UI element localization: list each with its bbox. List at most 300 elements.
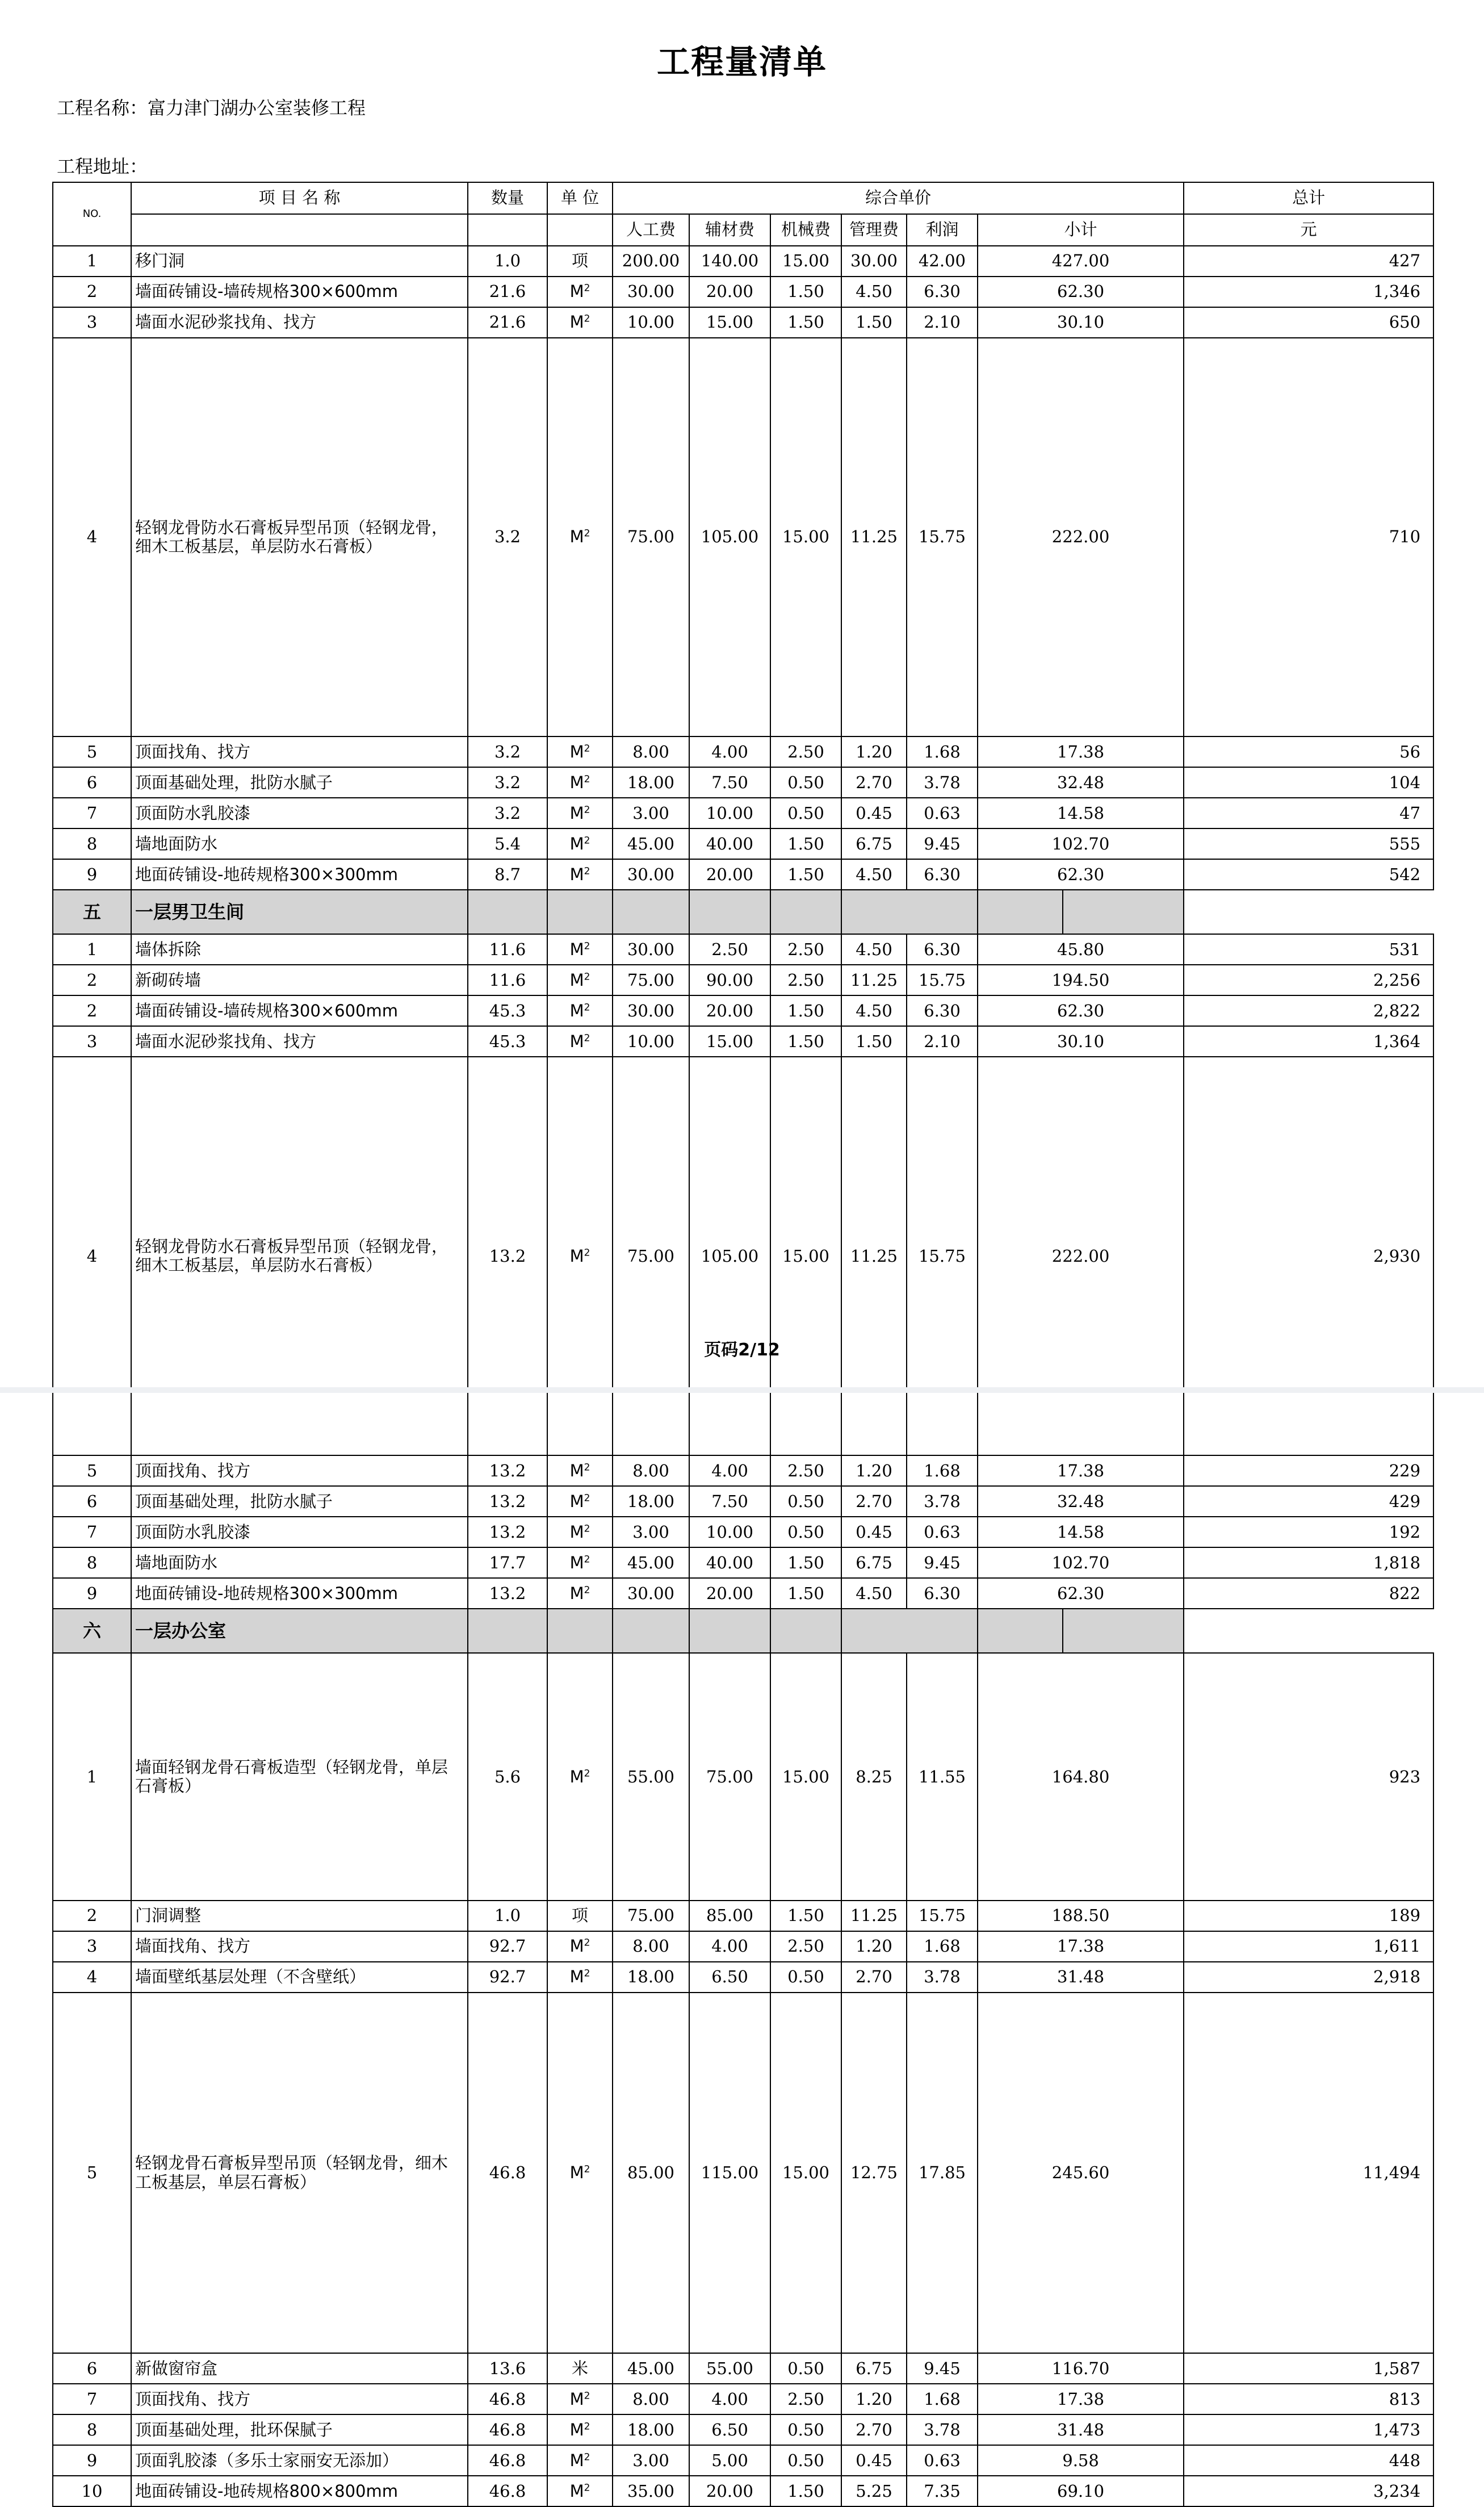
section-blank-cell	[770, 890, 841, 934]
cell-aux: 4.00	[689, 1931, 770, 1962]
section-blank-cell	[547, 1609, 613, 1653]
unit-exponent: 2	[584, 2421, 590, 2433]
cell-unit	[547, 1547, 613, 1578]
cell-total: 2,822	[1184, 995, 1433, 1026]
cell-qty: 5.4	[468, 828, 547, 859]
table-row	[53, 1578, 1433, 1609]
cell-profit: 9.45	[907, 2353, 978, 2384]
cell-no: 2	[53, 277, 131, 307]
cell-labor: 8.00	[613, 736, 689, 767]
cell-profit: 3.78	[907, 767, 978, 798]
cell-labor: 18.00	[613, 2414, 689, 2445]
cell-qty: 46.8	[468, 2476, 547, 2506]
header-subtotal: 小计	[978, 214, 1184, 246]
cell-total: 427	[1184, 246, 1433, 277]
cell-subtotal: 17.38	[978, 1931, 1184, 1962]
cell-qty: 13.6	[468, 2353, 547, 2384]
cell-mgmt: 6.75	[841, 2353, 907, 2384]
cell-item-name: 墙面水泥砂浆找角、找方	[131, 1026, 468, 1057]
cell-qty: 13.2	[468, 1578, 547, 1609]
cell-mach: 2.50	[770, 2384, 841, 2414]
table-row	[53, 2353, 1433, 2384]
cell-total: 1,818	[1184, 1547, 1433, 1578]
cell-aux: 7.50	[689, 1486, 770, 1517]
cell-item-name: 轻钢龙骨防水石膏板异型吊顶（轻钢龙骨，细木工板基层，单层防水石膏板）	[131, 1057, 468, 1455]
cell-profit: 6.30	[907, 859, 978, 890]
cell-profit: 15.75	[907, 1057, 978, 1455]
header-row-2	[53, 214, 1433, 246]
cell-no: 5	[53, 1455, 131, 1486]
cell-labor: 3.00	[613, 798, 689, 828]
cell-unit	[547, 828, 613, 859]
cell-no: 4	[53, 1962, 131, 1993]
cell-no: 6	[53, 2353, 131, 2384]
cell-unit: 米	[547, 2353, 613, 2384]
cell-labor: 30.00	[613, 1578, 689, 1609]
cell-mach: 0.50	[770, 2445, 841, 2476]
cell-item-name: 顶面基础处理，批防水腻子	[131, 1486, 468, 1517]
cell-mach: 0.50	[770, 1517, 841, 1547]
unit-exponent: 2	[584, 1554, 590, 1566]
unit-base: M	[569, 1552, 584, 1572]
cell-subtotal: 14.58	[978, 798, 1184, 828]
header-mgmt: 管理费	[841, 214, 907, 246]
cell-no: 7	[53, 798, 131, 828]
cell-profit: 7.35	[907, 2476, 978, 2506]
cell-item-name: 墙地面防水	[131, 828, 468, 859]
cell-qty: 46.8	[468, 2384, 547, 2414]
table-row	[53, 859, 1433, 890]
cell-labor: 18.00	[613, 767, 689, 798]
unit-exponent: 2	[584, 742, 590, 754]
cell-profit: 17.85	[907, 1993, 978, 2354]
table-row	[53, 2476, 1433, 2506]
unit-exponent: 2	[584, 1584, 590, 1596]
cell-no: 9	[53, 2445, 131, 2476]
cell-unit	[547, 1026, 613, 1057]
cell-unit	[547, 1057, 613, 1455]
cell-total: 555	[1184, 828, 1433, 859]
cell-mach: 1.50	[770, 828, 841, 859]
cell-no: 4	[53, 338, 131, 736]
cell-item-name: 顶面找角、找方	[131, 1455, 468, 1486]
section-blank-cell	[613, 890, 689, 934]
header-aux: 辅材费	[689, 214, 770, 246]
cell-aux: 20.00	[689, 859, 770, 890]
unit-base: M	[569, 1583, 584, 1603]
cell-labor: 10.00	[613, 1026, 689, 1057]
cell-total: 542	[1184, 859, 1433, 890]
cell-mgmt: 4.50	[841, 277, 907, 307]
cell-qty: 92.7	[468, 1962, 547, 1993]
cell-mgmt: 11.25	[841, 1901, 907, 1931]
cell-profit: 6.30	[907, 277, 978, 307]
section-number: 六	[53, 1609, 131, 1653]
cell-item-name: 顶面乳胶漆（多乐士家丽安无添加）	[131, 2445, 468, 2476]
cell-mgmt: 1.20	[841, 736, 907, 767]
cell-qty: 46.8	[468, 1993, 547, 2354]
table-row	[53, 246, 1433, 277]
unit-exponent: 2	[584, 865, 590, 877]
unit-exponent: 2	[584, 1001, 590, 1013]
cell-mgmt: 6.75	[841, 1547, 907, 1578]
cell-labor: 45.00	[613, 2353, 689, 2384]
cell-item-name: 顶面防水乳胶漆	[131, 1517, 468, 1547]
cell-qty: 45.3	[468, 995, 547, 1026]
cell-subtotal: 102.70	[978, 1547, 1184, 1578]
cell-mach: 0.50	[770, 767, 841, 798]
cell-unit	[547, 1578, 613, 1609]
cell-aux: 15.00	[689, 1026, 770, 1057]
cell-no: 8	[53, 2414, 131, 2445]
cell-subtotal: 116.70	[978, 2353, 1184, 2384]
cell-unit	[547, 307, 613, 338]
cell-qty: 46.8	[468, 2414, 547, 2445]
cell-aux: 20.00	[689, 1578, 770, 1609]
cell-mach: 2.50	[770, 965, 841, 995]
cell-qty: 17.7	[468, 1547, 547, 1578]
cell-profit: 2.10	[907, 307, 978, 338]
cell-unit: 项	[547, 246, 613, 277]
cell-subtotal: 45.80	[978, 934, 1184, 965]
cell-item-name: 墙面砖铺设-墙砖规格300×600mm	[131, 277, 468, 307]
cell-subtotal: 188.50	[978, 1901, 1184, 1931]
cell-subtotal: 222.00	[978, 338, 1184, 736]
unit-exponent: 2	[584, 970, 590, 982]
section-blank-cell	[468, 890, 547, 934]
table-row	[53, 277, 1433, 307]
unit-base: M	[569, 970, 584, 990]
cell-profit: 42.00	[907, 246, 978, 277]
unit-base: M	[569, 1001, 584, 1020]
cell-item-name: 地面砖铺设-地砖规格800×800mm	[131, 2476, 468, 2506]
cell-profit: 1.68	[907, 1455, 978, 1486]
cell-no: 6	[53, 767, 131, 798]
cell-no: 1	[53, 246, 131, 277]
cell-aux: 40.00	[689, 1547, 770, 1578]
cell-mach: 15.00	[770, 246, 841, 277]
cell-mgmt: 4.50	[841, 1578, 907, 1609]
cell-mgmt: 8.25	[841, 1653, 907, 1900]
unit-exponent: 2	[584, 2451, 590, 2463]
page-title: 工程量清单	[656, 43, 827, 81]
cell-unit	[547, 338, 613, 736]
cell-unit	[547, 1486, 613, 1517]
section-blank-cell	[1063, 890, 1184, 934]
cell-mgmt: 1.20	[841, 2384, 907, 2414]
table-row	[53, 2384, 1433, 2414]
cell-qty: 13.2	[468, 1486, 547, 1517]
cell-profit: 6.30	[907, 995, 978, 1026]
header-row-1	[53, 182, 1433, 214]
header-mach: 机械费	[770, 214, 841, 246]
cell-total: 813	[1184, 2384, 1433, 2414]
section-row	[53, 890, 1433, 934]
cell-profit: 6.30	[907, 934, 978, 965]
cell-labor: 30.00	[613, 859, 689, 890]
cell-profit: 11.55	[907, 1653, 978, 1900]
cell-labor: 8.00	[613, 1931, 689, 1962]
cell-qty: 3.2	[468, 338, 547, 736]
cell-mgmt: 0.45	[841, 2445, 907, 2476]
cell-aux: 40.00	[689, 828, 770, 859]
cell-profit: 2.10	[907, 1026, 978, 1057]
cell-qty: 11.6	[468, 965, 547, 995]
cell-labor: 75.00	[613, 1057, 689, 1455]
table-row	[53, 1653, 1433, 1900]
cell-mach: 2.50	[770, 934, 841, 965]
cell-profit: 15.75	[907, 338, 978, 736]
cell-total: 1,473	[1184, 2414, 1433, 2445]
cell-total: 822	[1184, 1578, 1433, 1609]
cell-qty: 3.2	[468, 767, 547, 798]
cell-mgmt: 30.00	[841, 246, 907, 277]
section-title: 一层男卫生间	[131, 890, 468, 934]
cell-subtotal: 32.48	[978, 767, 1184, 798]
cell-profit: 1.68	[907, 1931, 978, 1962]
table-row	[53, 798, 1433, 828]
cell-total: 229	[1184, 1455, 1433, 1486]
cell-aux: 105.00	[689, 338, 770, 736]
cell-mgmt: 6.75	[841, 828, 907, 859]
cell-total: 531	[1184, 934, 1433, 965]
cell-unit	[547, 736, 613, 767]
cell-item-name: 墙面轻钢龙骨石膏板造型（轻钢龙骨，单层石膏板）	[131, 1653, 468, 1900]
section-blank-cell	[689, 890, 770, 934]
cell-subtotal: 30.10	[978, 307, 1184, 338]
cell-mgmt: 12.75	[841, 1993, 907, 2354]
unit-exponent: 2	[584, 1523, 590, 1535]
table-row	[53, 1517, 1433, 1547]
unit-exponent: 2	[584, 282, 590, 294]
cell-total: 11,494	[1184, 1993, 1433, 2354]
unit-exponent: 2	[584, 773, 590, 785]
table-row	[53, 736, 1433, 767]
cell-subtotal: 62.30	[978, 859, 1184, 890]
section-blank-cell	[468, 1609, 547, 1653]
cell-subtotal: 222.00	[978, 1057, 1184, 1455]
cell-no: 10	[53, 2476, 131, 2506]
header-qty: 数量	[468, 182, 547, 214]
cell-unit: 项	[547, 1901, 613, 1931]
bottom-strip	[0, 1387, 1484, 1393]
unit-base: M	[569, 1522, 584, 1542]
cell-aux: 4.00	[689, 1455, 770, 1486]
cell-qty: 1.0	[468, 1901, 547, 1931]
cell-no: 5	[53, 736, 131, 767]
cell-profit: 6.30	[907, 1578, 978, 1609]
cell-mach: 1.50	[770, 277, 841, 307]
table-row	[53, 1993, 1433, 2354]
cell-aux: 20.00	[689, 2476, 770, 2506]
cell-unit	[547, 2476, 613, 2506]
cell-aux: 75.00	[689, 1653, 770, 1900]
cell-mgmt: 4.50	[841, 934, 907, 965]
cell-mgmt: 1.20	[841, 1455, 907, 1486]
cell-qty: 46.8	[468, 2445, 547, 2476]
cell-unit	[547, 1962, 613, 1993]
cell-total: 3,234	[1184, 2476, 1433, 2506]
unit-base: M	[569, 1246, 584, 1266]
cell-mach: 0.50	[770, 2414, 841, 2445]
header-unit-blank	[547, 214, 613, 246]
cell-total: 650	[1184, 307, 1433, 338]
cell-unit	[547, 965, 613, 995]
cell-mach: 1.50	[770, 307, 841, 338]
table-row	[53, 2414, 1433, 2445]
table-row	[53, 1057, 1433, 1455]
cell-qty: 13.2	[468, 1455, 547, 1486]
cell-qty: 21.6	[468, 277, 547, 307]
cell-aux: 10.00	[689, 798, 770, 828]
cell-aux: 6.50	[689, 1962, 770, 1993]
section-title: 一层办公室	[131, 1609, 468, 1653]
cell-no: 2	[53, 1901, 131, 1931]
cell-labor: 18.00	[613, 1962, 689, 1993]
unit-base: M	[569, 1936, 584, 1956]
cell-subtotal: 62.30	[978, 277, 1184, 307]
cell-mach: 1.50	[770, 2476, 841, 2506]
cell-unit	[547, 1455, 613, 1486]
unit-base: M	[569, 1460, 584, 1480]
unit-base: M	[569, 772, 584, 792]
cell-mach: 1.50	[770, 859, 841, 890]
section-number: 五	[53, 890, 131, 934]
cell-qty: 45.3	[468, 1026, 547, 1057]
cell-subtotal: 245.60	[978, 1993, 1184, 2354]
cell-mgmt: 2.70	[841, 1486, 907, 1517]
cell-profit: 0.63	[907, 2445, 978, 2476]
cell-subtotal: 69.10	[978, 2476, 1184, 2506]
cell-labor: 8.00	[613, 1455, 689, 1486]
cell-labor: 8.00	[613, 2384, 689, 2414]
cell-subtotal: 31.48	[978, 1962, 1184, 1993]
cell-total: 192	[1184, 1517, 1433, 1547]
cell-profit: 0.63	[907, 798, 978, 828]
cell-unit	[547, 1517, 613, 1547]
cell-no: 4	[53, 1057, 131, 1455]
section-blank-cell	[613, 1609, 689, 1653]
unit-exponent: 2	[584, 1247, 590, 1258]
cell-labor: 30.00	[613, 995, 689, 1026]
unit-exponent: 2	[584, 528, 590, 539]
cell-profit: 9.45	[907, 828, 978, 859]
unit-base: M	[569, 1967, 584, 1987]
cell-no: 3	[53, 307, 131, 338]
cell-qty: 21.6	[468, 307, 547, 338]
cell-mach: 2.50	[770, 736, 841, 767]
cell-item-name: 顶面找角、找方	[131, 736, 468, 767]
cell-labor: 30.00	[613, 277, 689, 307]
cell-mach: 1.50	[770, 1901, 841, 1931]
cell-total: 923	[1184, 1653, 1433, 1900]
header-no: NO.	[53, 182, 131, 246]
cell-subtotal: 17.38	[978, 2384, 1184, 2414]
cell-labor: 200.00	[613, 246, 689, 277]
cell-unit	[547, 934, 613, 965]
cell-item-name: 顶面基础处理，批环保腻子	[131, 2414, 468, 2445]
cell-item-name: 顶面基础处理，批防水腻子	[131, 767, 468, 798]
cell-aux: 4.00	[689, 2384, 770, 2414]
cell-mgmt: 2.70	[841, 767, 907, 798]
page-number: 页码2/12	[704, 1340, 780, 1360]
header-yuan: 元	[1184, 214, 1433, 246]
cell-item-name: 顶面防水乳胶漆	[131, 798, 468, 828]
table-row	[53, 1931, 1433, 1962]
cell-item-name: 墙面水泥砂浆找角、找方	[131, 307, 468, 338]
cell-aux: 90.00	[689, 965, 770, 995]
unit-base: M	[569, 834, 584, 853]
cell-item-name: 墙面壁纸基层处理（不含壁纸）	[131, 1962, 468, 1993]
cell-mgmt: 4.50	[841, 859, 907, 890]
header-unit: 单 位	[547, 182, 613, 214]
cell-unit	[547, 798, 613, 828]
cell-item-name: 门洞调整	[131, 1901, 468, 1931]
unit-base: M	[569, 2481, 584, 2501]
cell-item-name: 轻钢龙骨防水石膏板异型吊顶（轻钢龙骨，细木工板基层，单层防水石膏板）	[131, 338, 468, 736]
table-row	[53, 2445, 1433, 2476]
section-row	[53, 1609, 1433, 1653]
unit-base: M	[569, 1031, 584, 1051]
header-composite: 综合单价	[613, 182, 1184, 214]
cell-profit: 0.63	[907, 1517, 978, 1547]
table-row	[53, 1547, 1433, 1578]
cell-labor: 85.00	[613, 1993, 689, 2354]
cell-labor: 18.00	[613, 1486, 689, 1517]
header-item-blank	[131, 214, 468, 246]
cell-no: 1	[53, 934, 131, 965]
unit-exponent: 2	[584, 940, 590, 952]
table-row	[53, 1455, 1433, 1486]
unit-exponent: 2	[584, 803, 590, 815]
table-row	[53, 965, 1433, 995]
cell-qty: 13.2	[468, 1057, 547, 1455]
unit-exponent: 2	[584, 1937, 590, 1949]
cell-qty: 5.6	[468, 1653, 547, 1900]
cell-aux: 105.00	[689, 1057, 770, 1455]
cell-aux: 55.00	[689, 2353, 770, 2384]
header-qty-blank	[468, 214, 547, 246]
cell-aux: 10.00	[689, 1517, 770, 1547]
cell-unit	[547, 767, 613, 798]
cell-unit	[547, 2384, 613, 2414]
unit-base: M	[569, 527, 584, 547]
section-blank-cell	[978, 1609, 1063, 1653]
cell-aux: 115.00	[689, 1993, 770, 2354]
cell-labor: 55.00	[613, 1653, 689, 1900]
cell-unit	[547, 277, 613, 307]
cell-qty: 3.2	[468, 736, 547, 767]
cell-aux: 4.00	[689, 736, 770, 767]
cell-qty: 1.0	[468, 246, 547, 277]
cell-mgmt: 1.50	[841, 307, 907, 338]
table-row	[53, 1486, 1433, 1517]
cell-aux: 2.50	[689, 934, 770, 965]
header-total: 总计	[1184, 182, 1433, 214]
project-address: 工程地址：	[57, 156, 148, 177]
cell-profit: 1.68	[907, 736, 978, 767]
cell-mgmt: 0.45	[841, 798, 907, 828]
cell-subtotal: 62.30	[978, 1578, 1184, 1609]
unit-base: M	[569, 312, 584, 332]
cell-item-name: 墙面找角、找方	[131, 1931, 468, 1962]
cell-mgmt: 5.25	[841, 2476, 907, 2506]
unit-exponent: 2	[584, 1968, 590, 1979]
cell-no: 3	[53, 1026, 131, 1057]
header-labor: 人工费	[613, 214, 689, 246]
section-blank-cell	[978, 890, 1063, 934]
cell-no: 7	[53, 1517, 131, 1547]
